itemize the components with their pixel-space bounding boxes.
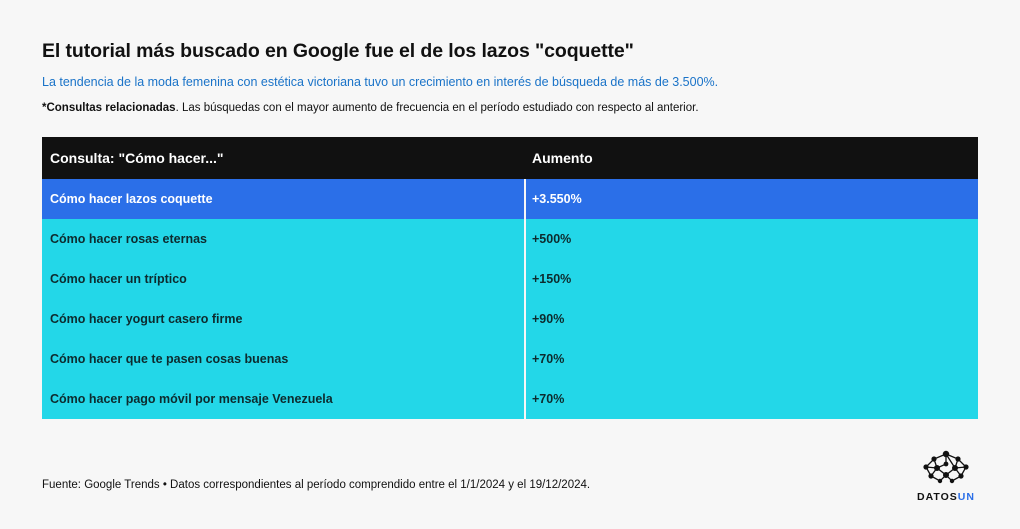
cell-query: Cómo hacer pago móvil por mensaje Venezuela <box>42 379 524 419</box>
brand-name: DATOS <box>917 491 958 503</box>
cell-query: Cómo hacer que te pasen cosas buenas <box>42 339 524 379</box>
cell-query: Cómo hacer lazos coquette <box>42 179 524 219</box>
column-header-query: Consulta: "Cómo hacer..." <box>42 137 524 179</box>
brand-logo <box>914 447 978 503</box>
cell-increase: +3.550% <box>524 179 978 219</box>
cell-increase: +70% <box>524 339 978 379</box>
cell-increase: +70% <box>524 379 978 419</box>
page-title: El tutorial más buscado en Google fue el de los lazos "coquette" <box>42 40 634 62</box>
page-subtitle: La tendencia de la moda femenina con estética victoriana tuvo un crecimiento en interés de búsqueda de más de 3.500%. <box>42 75 719 90</box>
data-table-wrapper <box>42 137 978 419</box>
trends-table <box>42 137 978 419</box>
table-header-row <box>42 137 978 179</box>
datosun-mark-icon <box>914 447 978 487</box>
page-note-rest: . Las búsquedas con el mayor aumento de frecuencia en el período estudiado con respecto al anterior. <box>175 101 699 114</box>
page-note <box>42 101 978 116</box>
cell-query: Cómo hacer yogurt casero firme <box>42 299 524 339</box>
table-row <box>42 259 978 299</box>
source-note: Fuente: Google Trends • Datos correspondientes al período comprendido entre el 1/1/2024 y el 19/12/2024. <box>42 479 591 491</box>
table-row <box>42 219 978 259</box>
cell-increase: +500% <box>524 219 978 259</box>
brand-suffix: UN <box>957 491 975 503</box>
cell-query: Cómo hacer un tríptico <box>42 259 524 299</box>
page-note-bold: *Consultas relacionadas <box>42 101 176 114</box>
cell-increase: +90% <box>524 299 978 339</box>
brand-logo-text <box>914 491 978 503</box>
table-row <box>42 179 978 219</box>
cell-increase: +150% <box>524 259 978 299</box>
column-header-increase: Aumento <box>524 137 978 179</box>
table-row <box>42 299 978 339</box>
table-body <box>42 179 978 419</box>
table-row <box>42 379 978 419</box>
cell-query: Cómo hacer rosas eternas <box>42 219 524 259</box>
table-row <box>42 339 978 379</box>
table-header <box>42 137 978 179</box>
